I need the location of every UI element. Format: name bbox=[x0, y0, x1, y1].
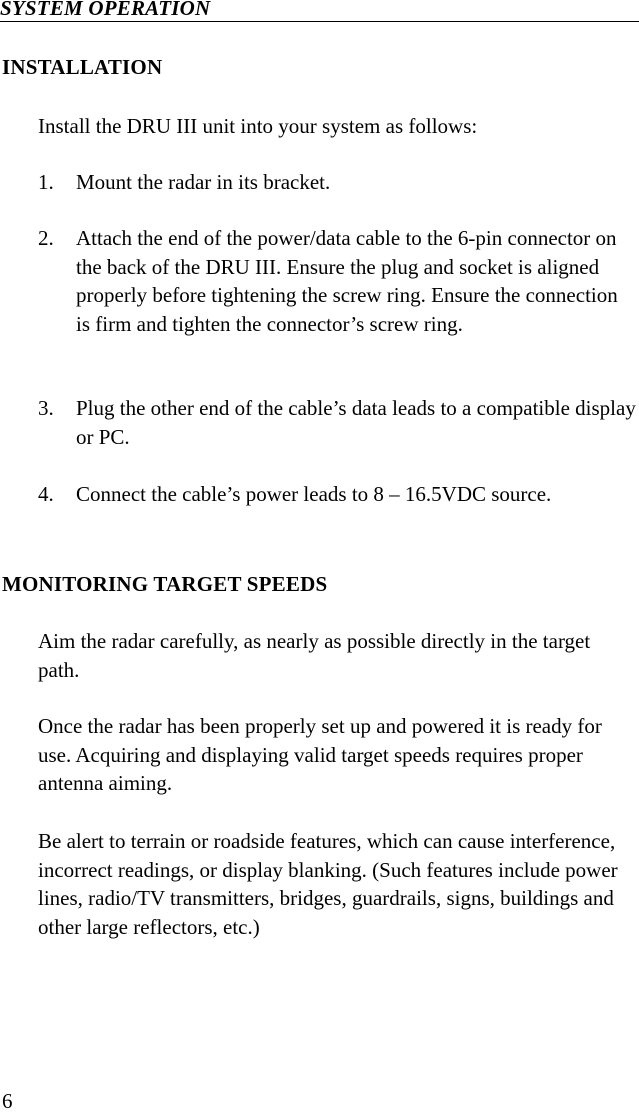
header-title: SYSTEM OPERATION bbox=[0, 0, 211, 20]
step-number: 4. bbox=[38, 482, 54, 506]
step-text: Connect the cable’s power leads to 8 – 16.5VDC source. bbox=[76, 482, 552, 506]
installation-heading: INSTALLATION bbox=[2, 55, 163, 79]
step-text: Plug the other end of the cable’s data leads to a compatible display or PC. bbox=[76, 396, 636, 449]
installation-step bbox=[38, 224, 636, 338]
step-number: 1. bbox=[38, 170, 54, 194]
step-number: 3. bbox=[38, 396, 54, 420]
installation-intro: Install the DRU III unit into your system as follows: bbox=[38, 114, 478, 138]
monitoring-heading: MONITORING TARGET SPEEDS bbox=[2, 572, 328, 596]
step-number: 2. bbox=[38, 226, 54, 250]
page-header bbox=[0, 0, 639, 22]
monitoring-paragraph: Be alert to terrain or roadside features, which can cause interference, incorrect readings, or display blanking. (Such features include power lines, radio/TV transmitters, bridges, guardrails, signs, buildings and other large reflectors, etc.) bbox=[38, 829, 618, 939]
monitoring-paragraph: Aim the radar carefully, as nearly as possible directly in the target path. bbox=[38, 629, 591, 682]
page-number: 6 bbox=[2, 1089, 13, 1113]
step-text: Mount the radar in its bracket. bbox=[76, 170, 331, 194]
installation-step bbox=[38, 168, 636, 197]
monitoring-paragraph: Once the radar has been properly set up and powered it is ready for use. Acquiring and displaying valid target speeds requires proper antenna aiming. bbox=[38, 714, 602, 795]
installation-step bbox=[38, 394, 636, 451]
step-text: Attach the end of the power/data cable to the 6-pin connector on the back of the DRU III. Ensure the plug and socket is aligned properly before tightening the screw ring. Ensure the connection is firm and tighten the connector’s screw ring. bbox=[76, 226, 618, 336]
installation-step bbox=[38, 480, 636, 509]
